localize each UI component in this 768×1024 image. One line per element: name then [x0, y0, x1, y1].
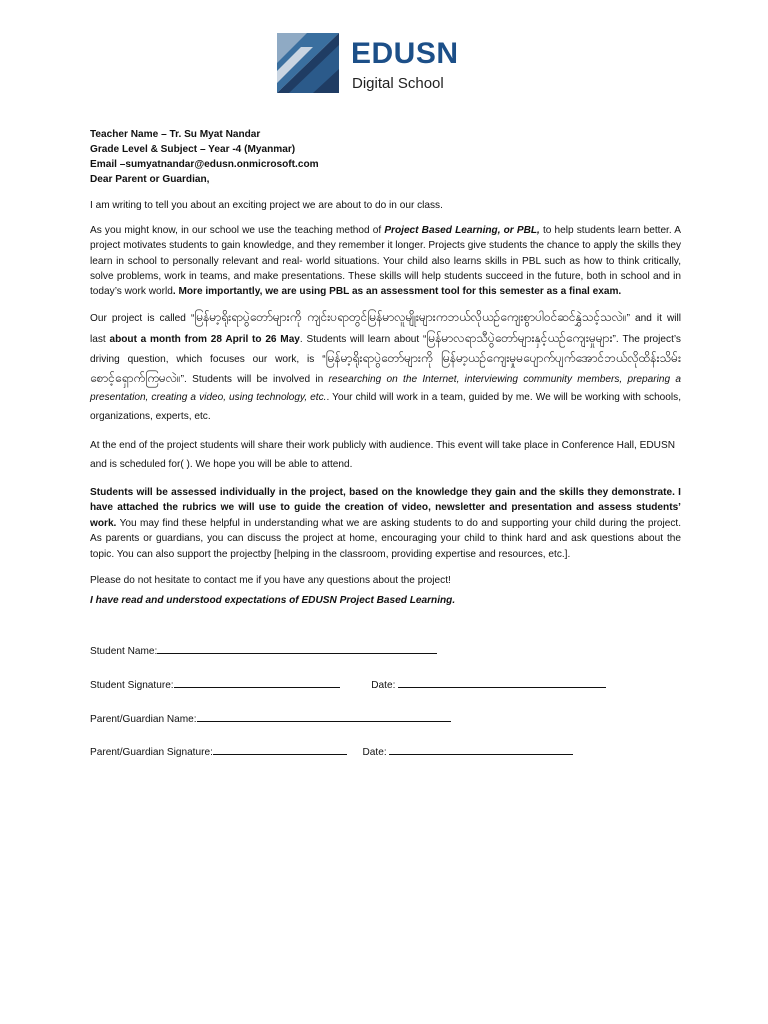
project-text-d: . Students will learn about “: [299, 333, 427, 345]
student-date-field[interactable]: [398, 676, 606, 688]
pbl-text-a: As you might know, in our school we use the teaching method of: [90, 225, 385, 236]
edusn-logo: [277, 33, 477, 95]
event-paragraph: At the end of the project students will share their work publicly with audience. This event will take place in Conference Hall, EDUSN and is scheduled for( ). We hope you will be able to attend.: [90, 439, 675, 470]
student-signature-label: Student Signature:: [90, 680, 174, 691]
project-activities: researching on the Internet, interviewing community members, preparing a presentation, creating a video, using technology, etc.: [90, 374, 681, 404]
parent-date-field[interactable]: [389, 743, 573, 755]
assessment-bold: Students will be assessed individually in the project, based on the knowledge they gain and the skills they demonstrate. I have attached the rubrics we will use to guide the creation of video, newsletter and presentation and assess students’ work.: [90, 486, 681, 529]
student-name-field[interactable]: [157, 642, 437, 654]
project-text-f: ”. Students will be involved in: [180, 374, 329, 386]
project-topic-myanmar: မြန်မာလရာသီပွဲတော်များနှင့်ယဉ်ကျေးမှုများ: [426, 330, 613, 345]
student-signature-field[interactable]: [174, 676, 340, 688]
parent-signature-label: Parent/Guardian Signature:: [90, 747, 213, 758]
driving-question-myanmar: မြန်မာ့ရိုးရာပွဲတော်များကို မြန်မာ့ယဉ်ကျေးမှုမပျောက်ပျက်အောင်ဘယ်လိုထိန်းသိမ်းစောင့်ရှောက်ကြမလဲ။: [90, 350, 681, 386]
project-text-a: Our project is called “: [90, 313, 195, 325]
student-name-label: Student Name:: [90, 646, 158, 657]
intro-paragraph: I am writing to tell you about an exciting project we are about to do in our class.: [90, 200, 443, 211]
grade-level: Grade Level & Subject – Year -4 (Myanmar): [90, 144, 296, 155]
assessment-text: You may find these helpful in understanding what we are asking students to do and supporting your child during the project. As parents or guardians, you can discuss the project at home, encouraging your child to think hard and ask questions about the topic. You can also support the projectby [helping in the classroom, providing expertise and resources, etc.].: [90, 517, 681, 561]
student-date-label: Date:: [371, 680, 396, 691]
logo-wordmark: EDUSN: [351, 37, 459, 70]
logo-subtitle: Digital School: [352, 75, 444, 92]
project-duration: about a month from 28 April to 26 May: [109, 333, 300, 345]
student-name-row: [90, 642, 437, 658]
parent-name-label: Parent/Guardian Name:: [90, 714, 197, 725]
project-text-b: ” and it will last: [90, 313, 681, 345]
pbl-text-c: to help students learn better. A project motivates students to gain knowledge, and they remember it longer. Projects give students the chance to apply the skills they learn in school to personally relevant and real- world situations. Your child also learns skills in PBL such as how to think critically, solve problems, work in teams, and make presentations. These skills will help students succeed in the future, both in school and in today’s work world: [90, 225, 681, 298]
acknowledgement: I have read and understood expectations of EDUSN Project Based Learning.: [90, 594, 456, 606]
pbl-paragraph: [90, 223, 681, 299]
project-title-myanmar: မြန်မာ့ရိုးရာပွဲတော်များကို ကျင်းပရာတွင်မြန်မာလူမျိုးများကဘယ်လိုယဉ်ကျေးစွာပါဝင်ဆင်နွှဲသင့်သလဲ။: [194, 310, 627, 325]
project-text-h: . Your child will work in a team, guided by me. We will be working with schools, organizations, experts, etc.: [90, 392, 682, 422]
assessment-paragraph: [90, 485, 681, 563]
parent-name-field[interactable]: [197, 710, 451, 722]
teacher-name: Teacher Name – Tr. Su Myat Nandar: [90, 129, 261, 140]
parent-signature-field[interactable]: [213, 743, 347, 755]
project-text-e: ”. The project’s driving question, which focuses our work, is “: [90, 333, 681, 365]
letter-body: [90, 127, 681, 608]
greeting: Dear Parent or Guardian,: [90, 174, 210, 185]
student-signature-row: [90, 676, 606, 692]
parent-signature-row: [90, 743, 573, 759]
pbl-term: Project Based Learning, or PBL,: [384, 225, 540, 236]
parent-date-label: Date:: [362, 747, 387, 758]
parent-name-row: [90, 710, 451, 726]
contact-paragraph: Please do not hesitate to contact me if you have any questions about the project!: [90, 574, 451, 586]
project-paragraph: [90, 308, 681, 425]
edusn-logo-icon: [277, 33, 339, 93]
teacher-email: Email –sumyatnandar@edusn.onmicrosoft.com: [90, 159, 319, 170]
pbl-assessment-note: . More importantly, we are using PBL as an assessment tool for this semester as a final exam.: [172, 286, 622, 298]
